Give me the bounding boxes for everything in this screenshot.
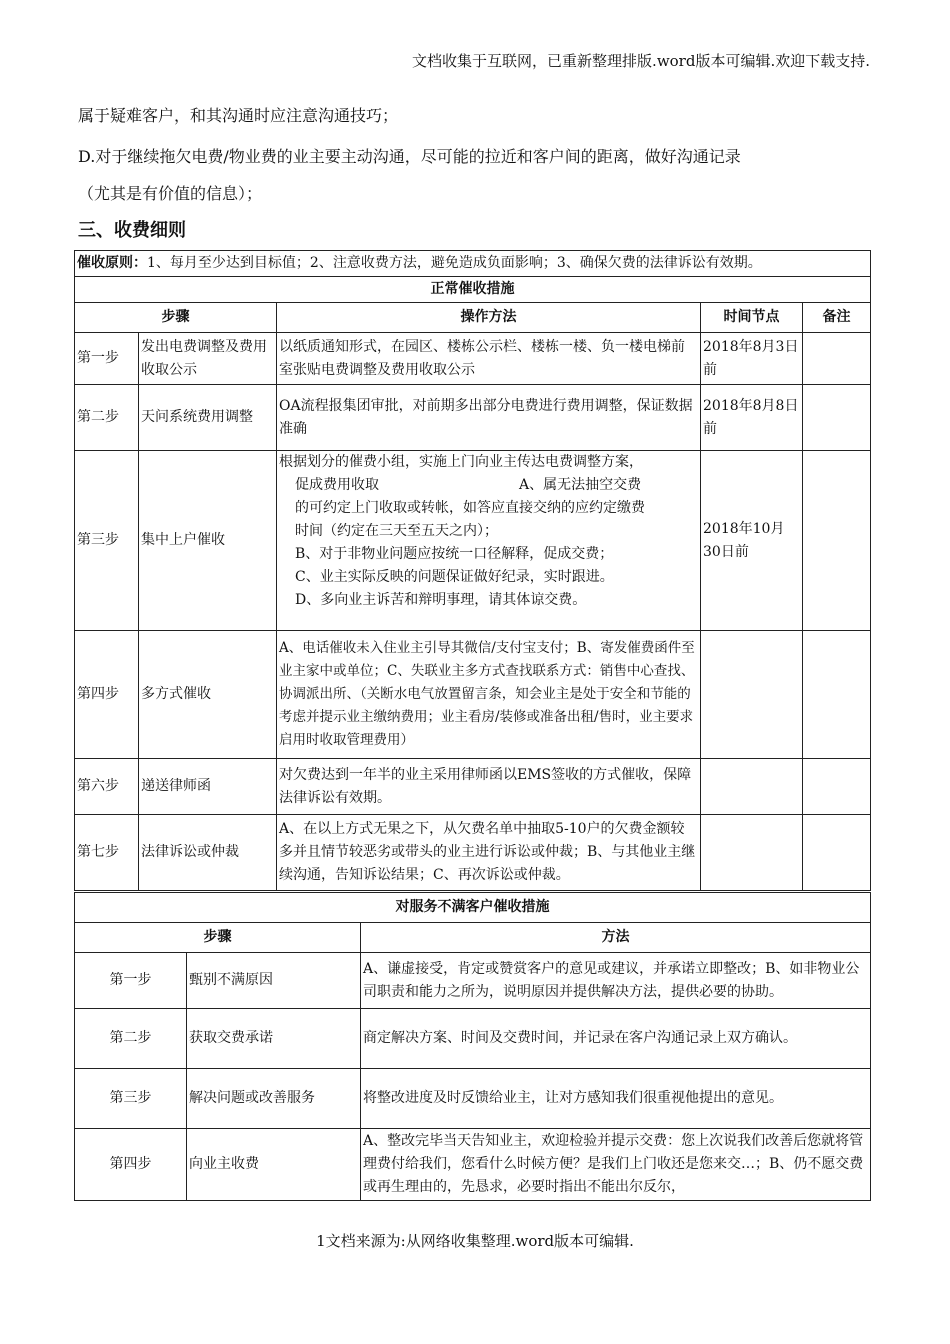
method-line: 时间（约定在三天至五天之内）；: [295, 523, 498, 539]
step-name-cell: 解决问题或改善服务: [187, 1069, 361, 1129]
step-cell: 第三步: [75, 1069, 187, 1129]
method-cell: [277, 451, 701, 631]
time-cell: 2018年8月3日前: [701, 333, 803, 385]
note-cell: [803, 385, 871, 451]
table-row: [75, 451, 871, 631]
time-cell: [701, 631, 803, 759]
method-cell: A、谦虚接受，肯定或赞赏客户的意见或建议，并承诺立即整改；B、如非物业公司职责和能力之所为，说明原因并提供解决方法，提供必要的协助。: [361, 953, 871, 1009]
time-cell: 2018年8月8日前: [701, 385, 803, 451]
step-cell: 第二步: [75, 385, 139, 451]
header-method: 方法: [361, 923, 871, 953]
step-cell: 第四步: [75, 631, 139, 759]
method-cell: 将整改进度及时反馈给业主，让对方感知我们很重视他提出的意见。: [361, 1069, 871, 1129]
method-cell: A、电话催收未入住业主引导其微信/支付宝支付；B、寄发催费函件至业主家中或单位；C、失联业主多方式查找联系方式：销售中心查找、协调派出所、（关断水电气放置留言条，知会业主是处于安全和节能的考虑并提示业主缴纳费用；业主看房/装修或准备出租/售时，业主要求启用时收取管理费用）: [277, 631, 701, 759]
paragraph-2: D.对于继续拖欠电费/物业费的业主要主动沟通，尽可能的拉近和客户间的距离，做好沟通记录: [78, 147, 741, 166]
step-cell: 第一步: [75, 333, 139, 385]
principle-text: 1、每月至少达到目标值；2、注意收费方法，避免造成负面影响；3、确保欠费的法律诉讼有效期。: [147, 255, 762, 271]
method-line: 根据划分的催费小组，实施上门向业主传达电费调整方案，: [279, 454, 643, 470]
section-title: 三、收费细则: [78, 220, 186, 241]
normal-title: 正常催收措施: [75, 277, 871, 303]
table-row: [75, 1129, 871, 1201]
method-cell: 以纸质通知形式，在园区、楼栋公示栏、楼栋一楼、负一楼电梯前室张贴电费调整及费用收取公示: [277, 333, 701, 385]
paragraph-3: （尤其是有价值的信息）；: [78, 184, 263, 203]
unsatisfied-collection-table: [74, 892, 871, 1201]
method-line: B、对于非物业问题应按统一口径解释，促成交费；: [295, 546, 614, 562]
step-cell: 第四步: [75, 1129, 187, 1201]
note-cell: [803, 451, 871, 631]
step-cell: 第七步: [75, 815, 139, 891]
header-time: 时间节点: [701, 303, 803, 333]
step-name-cell: 天问系统费用调整: [139, 385, 277, 451]
step-cell: 第六步: [75, 759, 139, 815]
method-cell: 商定解决方案、时间及交费时间，并记录在客户沟通记录上双方确认。: [361, 1009, 871, 1069]
table-row: [75, 1009, 871, 1069]
table-row: [75, 953, 871, 1009]
step-cell: 第一步: [75, 953, 187, 1009]
step-name-cell: 递送律师函: [139, 759, 277, 815]
time-cell: [701, 815, 803, 891]
step-cell: 第三步: [75, 451, 139, 631]
table-row: [75, 333, 871, 385]
normal-collection-table: [74, 250, 871, 891]
header-method: 操作方法: [277, 303, 701, 333]
note-cell: [803, 759, 871, 815]
method-line: D、多向业主诉苦和辩明事理，请其体谅交费。: [295, 592, 587, 608]
header-step: 步骤: [75, 923, 361, 953]
principle-label: 催收原则：: [77, 255, 147, 271]
page-footer: 1文档来源为:从网络收集整理.word版本可编辑.: [316, 1232, 634, 1250]
time-cell: 2018年10月30日前: [701, 451, 803, 631]
method-cell: A、整改完毕当天告知业主，欢迎检验并提示交费：您上次说我们改善后您就将管理费付给我们，您看什么时候方便？是我们上门收还是您来交…；B、仍不愿交费或再生理由的，先恳求，必要时指出不能出尔反尔，: [361, 1129, 871, 1201]
method-line: 促成费用收取 A、属无法抽空交费: [295, 477, 642, 493]
step-name-cell: 集中上户催收: [139, 451, 277, 631]
step-name-cell: 获取交费承诺: [187, 1009, 361, 1069]
page-header: 文档收集于互联网，已重新整理排版.word版本可编辑.欢迎下载支持.: [412, 52, 870, 70]
method-cell: A、在以上方式无果之下，从欠费名单中抽取5-10户的欠费金额较多并且情节较恶劣或带头的业主进行诉讼或仲裁；B、与其他业主继续沟通，告知诉讼结果；C、再次诉讼或仲裁。: [277, 815, 701, 891]
table-row: [75, 1069, 871, 1129]
step-name-cell: 发出电费调整及费用收取公示: [139, 333, 277, 385]
header-step: 步骤: [75, 303, 277, 333]
note-cell: [803, 333, 871, 385]
header-note: 备注: [803, 303, 871, 333]
time-cell: [701, 759, 803, 815]
note-cell: [803, 631, 871, 759]
method-cell: 对欠费达到一年半的业主采用律师函以EMS签收的方式催收，保障法律诉讼有效期。: [277, 759, 701, 815]
principle-row: [75, 251, 871, 277]
step-cell: 第二步: [75, 1009, 187, 1069]
note-cell: [803, 815, 871, 891]
step-name-cell: 多方式催收: [139, 631, 277, 759]
unsatisfied-title: 对服务不满客户催收措施: [75, 893, 871, 923]
table-row: [75, 759, 871, 815]
paragraph-1: 属于疑难客户，和其沟通时应注意沟通技巧；: [78, 106, 399, 125]
table-row: [75, 815, 871, 891]
table-row: [75, 385, 871, 451]
step-name-cell: 向业主收费: [187, 1129, 361, 1201]
step-name-cell: 甄别不满原因: [187, 953, 361, 1009]
method-line: 的可约定上门收取或转帐，如答应直接交纳的应约定缴费: [295, 500, 645, 516]
method-line: C、业主实际反映的问题保证做好纪录，实时跟进。: [295, 569, 614, 585]
method-cell: OA流程报集团审批，对前期多出部分电费进行费用调整，保证数据准确: [277, 385, 701, 451]
step-name-cell: 法律诉讼或仲裁: [139, 815, 277, 891]
table-row: [75, 631, 871, 759]
